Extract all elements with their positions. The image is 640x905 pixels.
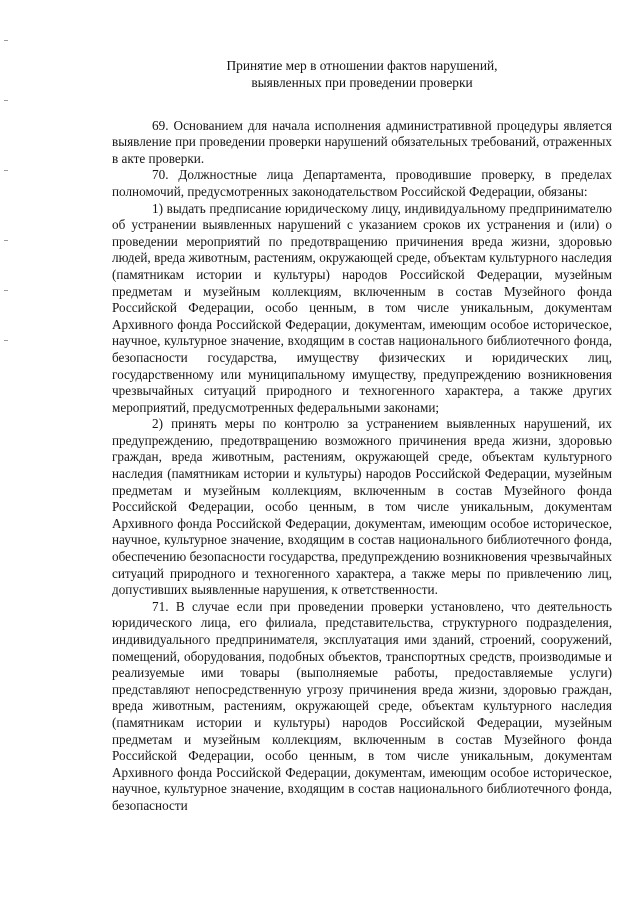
paragraph-71: 71. В случае если при проведении проверки установлено, что деятельность юридического лица, его филиала, представительства, структурного подразделения, индивидуального предпринимателя, эксплуатация ими зданий, строений, сооружений, помещений, оборудования, подобных объектов, транспортных средств, производимые и реализуемые ими товары (выполняемые работы, предоставляемые услуги) представляют непосредственную угрозу причинения вреда жизни, здоровью граждан, вреда животным, растениям, окружающей среде, объектам культурного наследия (памятникам истории и культуры) народов Российской Федерации, музейным предметам и музейным коллекциям, включенным в состав Музейного фонда Российской Федерации, особо ценным, в том числе уникальным, документам Архивного фонда Российской Федерации, документам, имеющим особое историческое, научное, культурное значение, входящим в состав национального библиотечного фонда, безопасности — [112, 598, 612, 813]
paragraph-69: 69. Основанием для начала исполнения административной процедуры является выявление при проведении проверки нарушений обязательных требований, отраженных в акте проверки. — [112, 117, 612, 166]
document-page — [112, 58, 612, 815]
paragraph-70-item-2: 2) принять меры по контролю за устранением выявленных нарушений, их предупреждению, предотвращению возможного причинения вреда жизни, здоровью граждан, вреда животным, растениям, окружающей среде, объектам культурного наследия (памятникам истории и культуры) народов Российской Федерации, музейным предметам и музейным коллекциям, включенным в состав Музейного фонда Российской Федерации, особо ценным, в том числе уникальным, документам Архивного фонда Российской Федерации, документам, имеющим особое историческое, научное, культурное значение, входящим в состав национального библиотечного фонда, обеспечению безопасности государства, предупреждению возникновения чрезвычайных ситуаций природного и техногенного характера, а также меры по привлечению лиц, допустивших выявленные нарушения, к ответственности. — [112, 416, 612, 598]
section-title-line: выявленных при проведении проверки — [251, 74, 473, 90]
document-body — [112, 118, 612, 815]
section-title — [112, 58, 612, 92]
paragraph-70-item-1: 1) выдать предписание юридическому лицу, индивидуальному предпринимателю об устранении выявленных нарушений с указанием сроков их устранения и (или) о проведении мероприятий по предотвращению причинения вреда жизни, здоровью людей, вреда животным, растениям, окружающей среде, объектам культурного наследия (памятникам истории и культуры) народов Российской Федерации, музейным предметам и музейным коллекциям, включенным в состав Музейного фонда Российской Федерации, особо ценным, в том числе уникальным, документам Архивного фонда Российской Федерации, документам, имеющим особое историческое, научное, культурное значение, входящим в состав национального библиотечного фонда, безопасности государства, имуществу физических и юридических лиц, государственному или муниципальному имуществу, предупреждению возникновения чрезвычайных ситуаций природного и техногенного характера, а также других мероприятий, предусмотренных федеральными законами; — [112, 200, 612, 415]
scan-margin-marks — [4, 40, 10, 360]
section-title-line: Принятие мер в отношении фактов нарушений, — [226, 58, 498, 73]
paragraph-70: 70. Должностные лица Департамента, проводившие проверку, в пределах полномочий, предусмотренных законодательством Российской Федерации, обязаны: — [112, 167, 612, 199]
